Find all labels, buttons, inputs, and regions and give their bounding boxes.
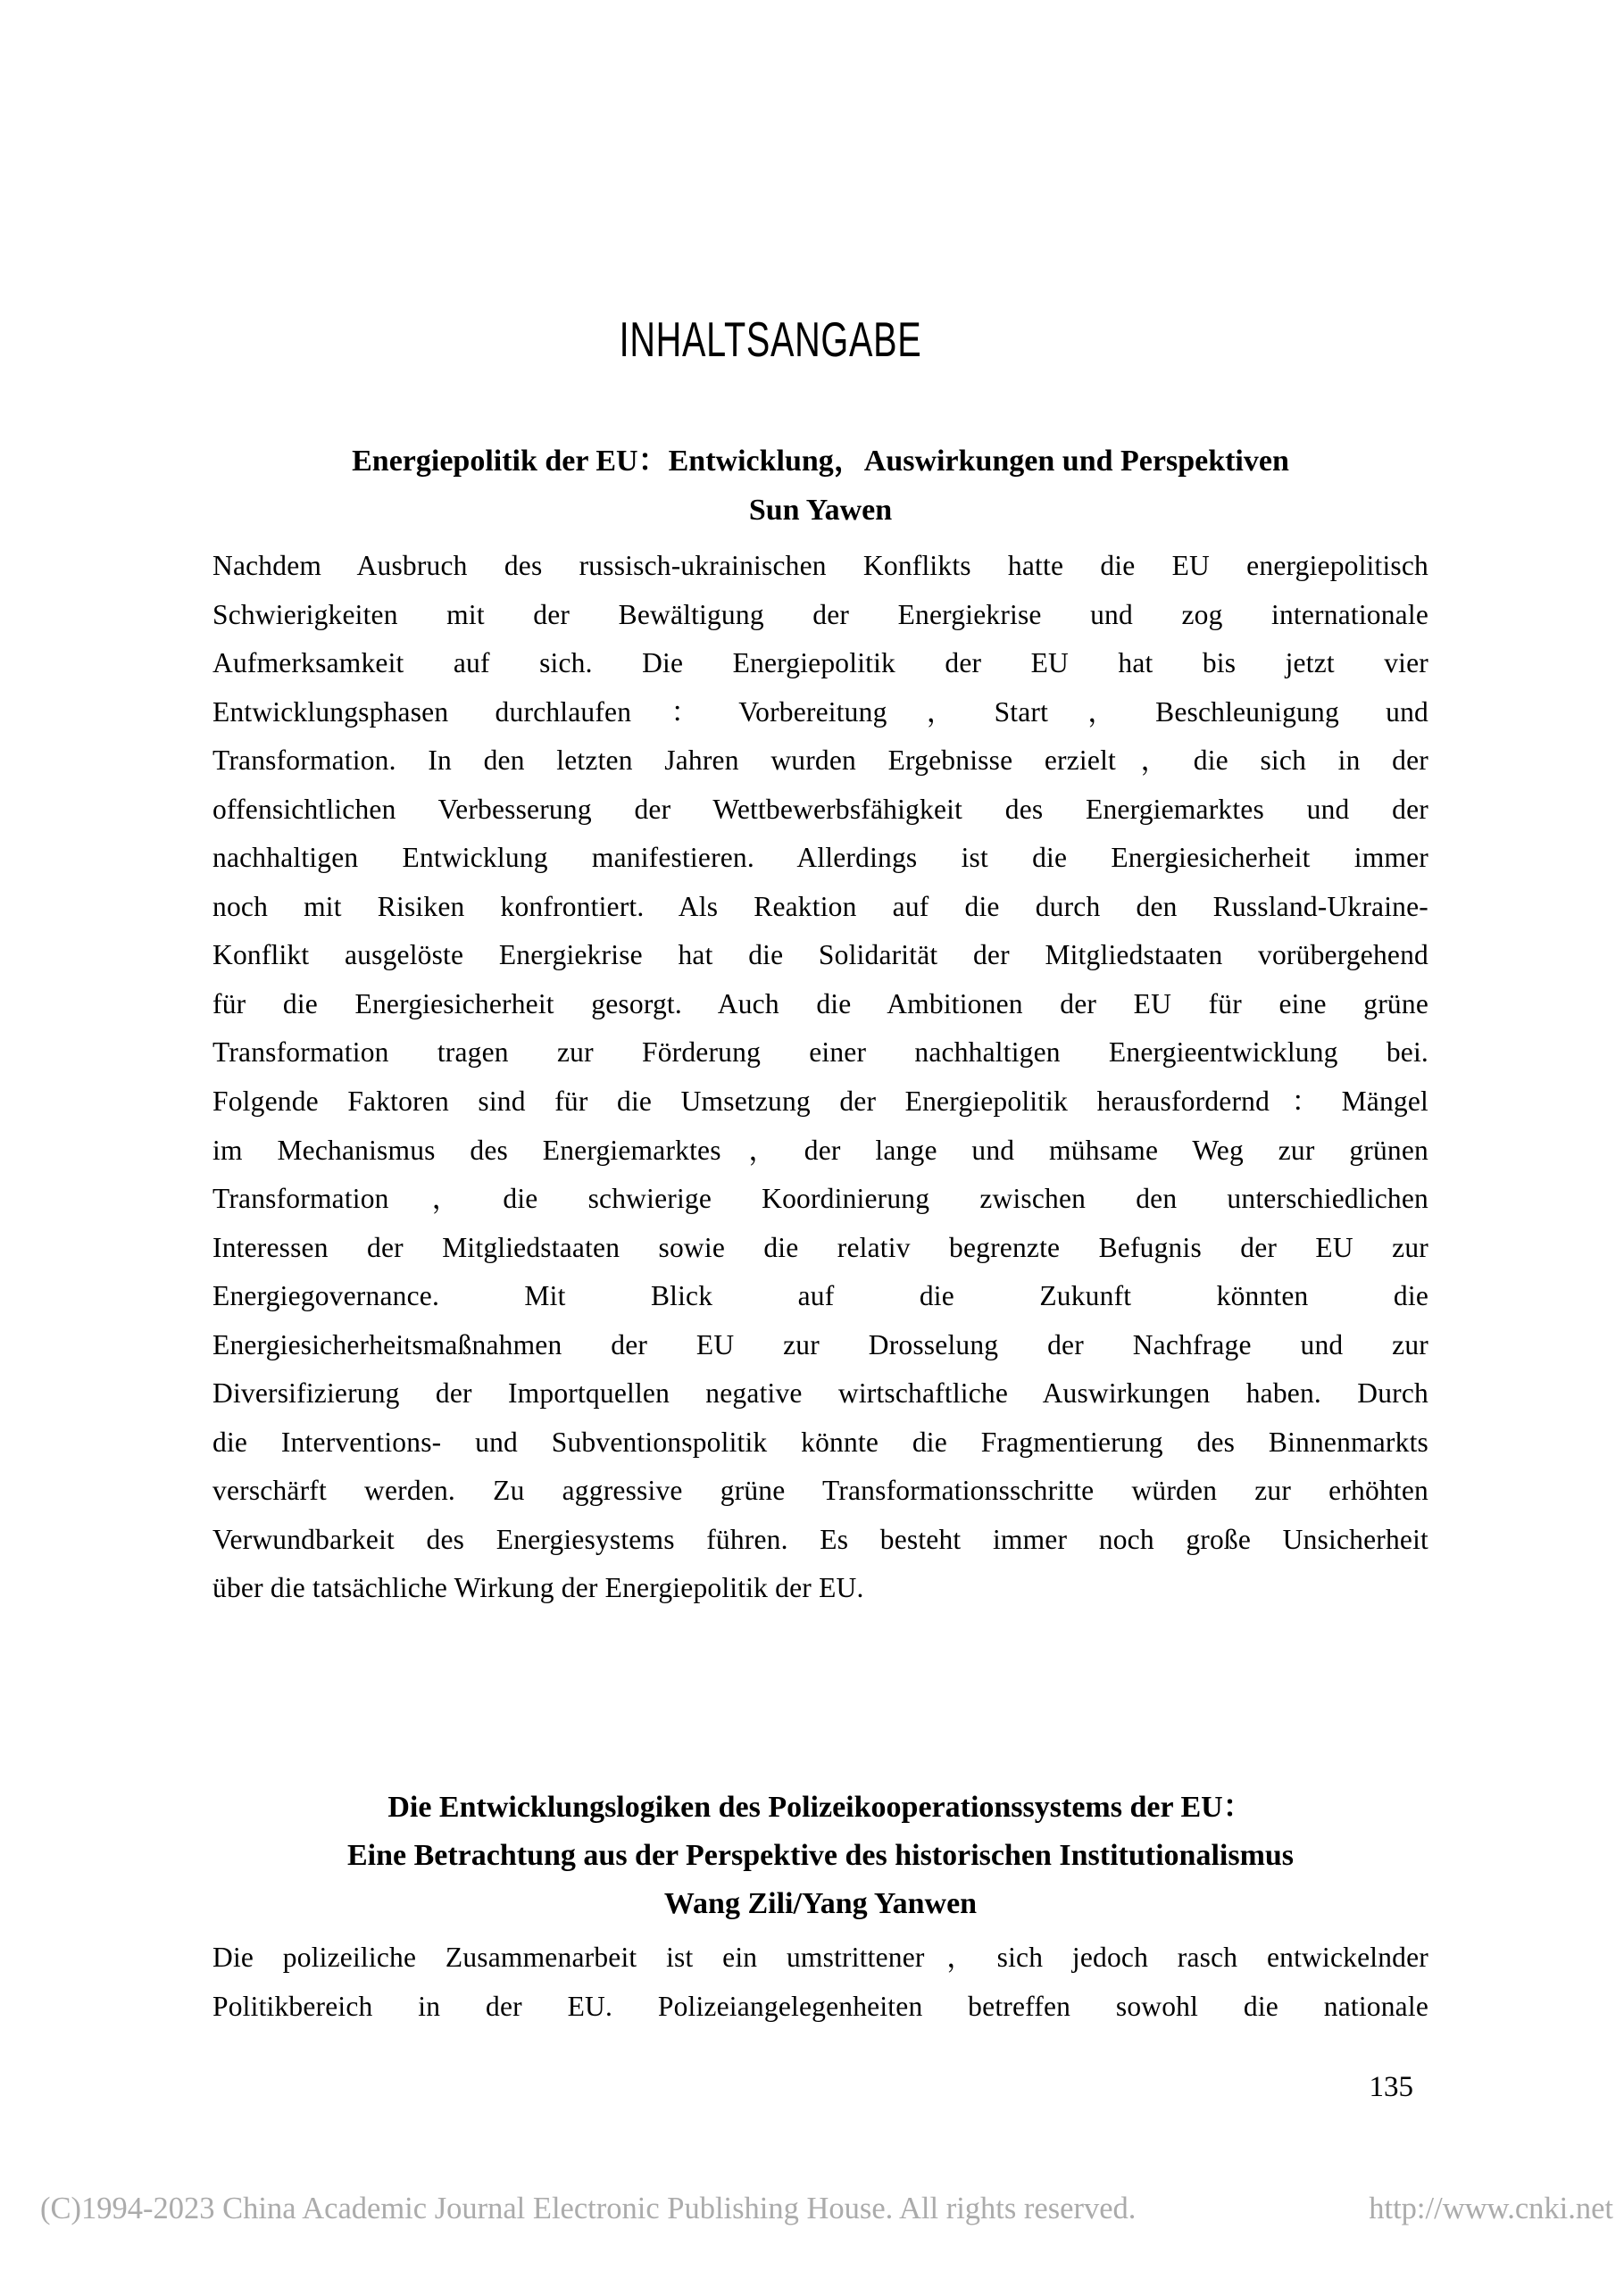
- abstract-line: Folgende Faktoren sind für die Umsetzung der Energiepolitik herausfordernd：Mängel: [212, 1086, 1428, 1118]
- article-2-abstract: [212, 1934, 1428, 2031]
- abstract-line: Entwicklungsphasen durchlaufen：Vorbereitung，Start，Beschleunigung und: [212, 695, 1428, 728]
- article-title-line: Energiepolitik der EU：Entwicklung，Auswirkungen und Perspektiven: [352, 445, 1289, 478]
- abstract-line: Schwierigkeiten mit der Bewältigung der Energiekrise und zog internationale: [212, 598, 1428, 630]
- abstract-line: für die Energiesicherheit gesorgt. Auch die Ambitionen der EU für eine grüne: [212, 987, 1428, 1019]
- abstract-line: Transformation tragen zur Förderung einer nachhaltigen Energieentwicklung bei.: [212, 1036, 1428, 1069]
- abstract-line: die Interventions- und Subventionspolitik könnte die Fragmentierung des Binnenmarkts: [212, 1426, 1428, 1458]
- abstract-line: nachhaltigen Entwicklung manifestieren. Allerdings ist die Energiesicherheit immer: [212, 842, 1428, 874]
- article-1-abstract: [212, 542, 1428, 1613]
- abstract-line: offensichtlichen Verbesserung der Wettbewerbsfähigkeit des Energiemarktes und der: [212, 793, 1428, 825]
- abstract-line: Verwundbarkeit des Energiesystems führen. Es besteht immer noch große Unsicherheit: [212, 1523, 1428, 1555]
- abstract-line: Aufmerksamkeit auf sich. Die Energiepolitik der EU hat bis jetzt vier: [212, 647, 1428, 679]
- abstract-line: Konflikt ausgelöste Energiekrise hat die Solidarität der Mitgliedstaaten vorübergehend: [212, 939, 1428, 971]
- footer: [40, 2189, 1613, 2228]
- footer-copyright: (C)1994-2023 China Academic Journal Electronic Publishing House. All rights reserved.: [40, 2192, 1137, 2225]
- abstract-line: Interessen der Mitgliedstaaten sowie die relativ begrenzte Befugnis der EU zur: [212, 1231, 1428, 1263]
- article-title-line: Eine Betrachtung aus der Perspektive des historischen Institutionalismus: [346, 1838, 1295, 1872]
- abstract-line: Transformation，die schwierige Koordinierung zwischen den unterschiedlichen: [212, 1183, 1428, 1215]
- page-number: 135: [1369, 2071, 1413, 2103]
- article-1-author: Sun Yawen: [748, 494, 893, 527]
- article-2-title: [212, 1784, 1428, 1879]
- article-1-title: [212, 437, 1428, 486]
- abstract-line: Politikbereich in der EU. Polizeiangelegenheiten betreffen sowohl die nationale: [212, 1990, 1428, 2022]
- article-title-line: Die Entwicklungslogiken des Polizeikooperationssystems der EU：: [387, 1791, 1253, 1824]
- abstract-line: Die polizeiliche Zusammenarbeit ist ein umstrittener，sich jedoch rasch entwickelnder: [212, 1942, 1428, 1973]
- abstract-line: über die tatsächliche Wirkung der Energiepolitik der EU.: [212, 1572, 864, 1604]
- article-2-author: Wang Zili/Yang Yanwen: [663, 1887, 978, 1920]
- abstract-line: Diversifizierung der Importquellen negative wirtschaftliche Auswirkungen haben. Durch: [212, 1377, 1428, 1410]
- abstract-line: Nachdem Ausbruch des russisch-ukrainischen Konflikts hatte die EU energiepolitisch: [212, 550, 1428, 581]
- abstract-line: Energiesicherheitsmaßnahmen der EU zur Drosselung der Nachfrage und zur: [212, 1328, 1428, 1360]
- abstract-line: im Mechanismus des Energiemarktes，der lange und mühsame Weg zur grünen: [212, 1134, 1428, 1166]
- abstract-line: Energiegovernance. Mit Blick auf die Zukunft könnten die: [212, 1280, 1428, 1312]
- page-title: INHALTSANGABE: [619, 312, 922, 367]
- abstract-line: noch mit Risiken konfrontiert. Als Reaktion auf die durch den Russland-Ukraine-: [212, 890, 1428, 922]
- abstract-line: Transformation. In den letzten Jahren wurden Ergebnisse erzielt，die sich in der: [212, 745, 1428, 777]
- abstract-line: verschärft werden. Zu aggressive grüne Transformationsschritte würden zur erhöhten: [212, 1475, 1428, 1507]
- footer-url: http://www.cnki.net: [1369, 2192, 1613, 2225]
